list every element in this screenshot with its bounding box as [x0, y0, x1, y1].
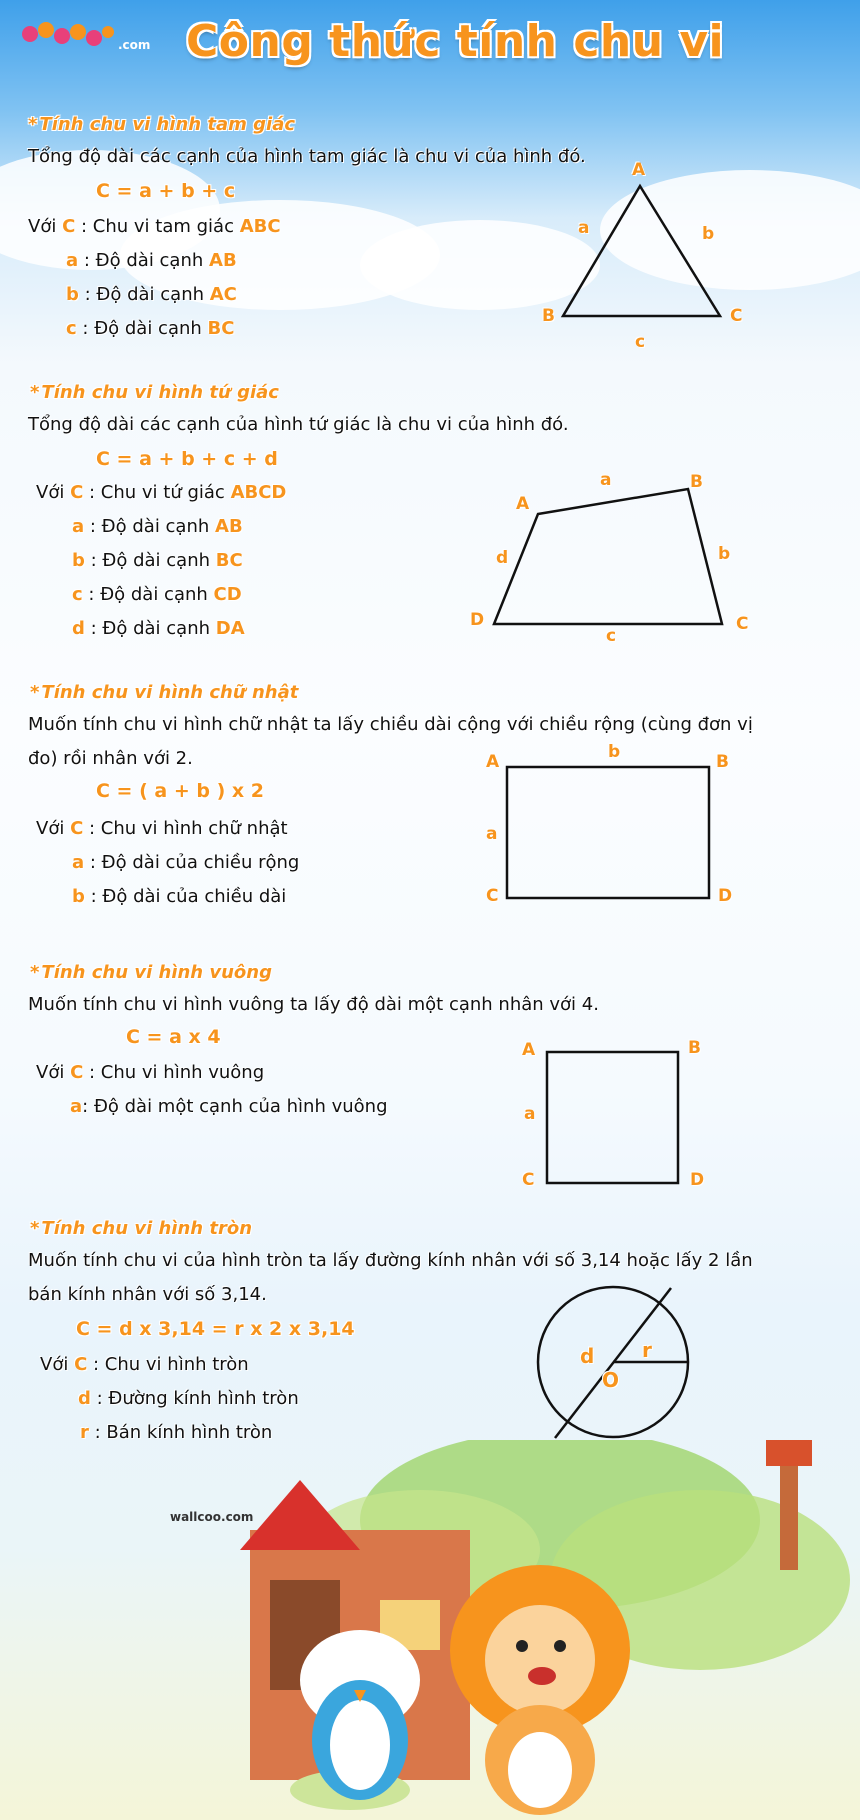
quad-side-a: a: [600, 470, 612, 490]
quad-side-d: d: [496, 548, 509, 568]
circle-diameter-label: d: [580, 1344, 595, 1368]
rect-intro-line2: đo) rồi nhân với 2.: [28, 748, 193, 769]
rect-heading: * Tính chu vi hình chữ nhật: [30, 682, 299, 703]
triangle-side-a: a: [578, 218, 590, 238]
square-with-line: Với C : Chu vi hình vuông: [36, 1062, 265, 1083]
triangle-formula: C = a + b + c: [96, 180, 236, 202]
triangle-heading: * Tính chu vi hình tam giác: [28, 114, 296, 135]
quad-vertex-b: B: [690, 472, 703, 492]
quad-def-b: b : Độ dài cạnh BC: [72, 550, 243, 571]
triangle-vertex-b: B: [542, 306, 555, 326]
triangle-def-b: b : Độ dài cạnh AC: [66, 284, 237, 305]
rect-with-line: Với C : Chu vi hình chữ nhật: [36, 818, 288, 839]
triangle-side-c: c: [635, 332, 646, 352]
quad-intro: Tổng độ dài các cạnh của hình tứ giác là chu vi của hình đó.: [28, 414, 569, 435]
triangle-side-b: b: [702, 224, 715, 244]
rect-intro-line1: Muốn tính chu vi hình chữ nhật ta lấy chiều dài cộng với chiều rộng (cùng đơn vị: [28, 714, 753, 735]
triangle-def-c: c : Độ dài cạnh BC: [66, 318, 235, 339]
triangle-vertex-c: C: [730, 306, 743, 326]
circle-with-line: Với C : Chu vi hình tròn: [40, 1354, 249, 1375]
rect-vertex-d: D: [718, 886, 733, 906]
rect-vertex-b: B: [716, 752, 729, 772]
rect-def-a: a : Độ dài của chiều rộng: [72, 852, 300, 873]
triangle-intro: Tổng độ dài các cạnh của hình tam giác là chu vi của hình đó.: [28, 146, 586, 167]
circle-heading: * Tính chu vi hình tròn: [30, 1218, 253, 1239]
square-intro: Muốn tính chu vi hình vuông ta lấy độ dài một cạnh nhân với 4.: [28, 994, 599, 1015]
rect-vertex-a: A: [486, 752, 500, 772]
logo-suffix: .com: [118, 38, 151, 52]
quad-side-b: b: [718, 544, 731, 564]
rect-side-b: b: [608, 742, 621, 762]
illustration-credit: wallcoo.com: [170, 1510, 254, 1524]
circle-def-d: d : Đường kính hình tròn: [78, 1388, 299, 1409]
rect-def-b: b : Độ dài của chiều dài: [72, 886, 287, 907]
quad-formula: C = a + b + c + d: [96, 448, 278, 470]
triangle-vertex-a: A: [632, 160, 646, 180]
triangle-with-line: Với C : Chu vi tam giác ABC: [28, 216, 281, 237]
square-vertex-d: D: [690, 1170, 705, 1190]
quad-vertex-a: A: [516, 494, 530, 514]
cartoon-illustration: [0, 1440, 860, 1820]
circle-intro-line2: bán kính nhân với số 3,14.: [28, 1284, 267, 1305]
rect-formula: C = ( a + b ) x 2: [96, 780, 264, 802]
quad-with-line: Với C : Chu vi tứ giác ABCD: [36, 482, 287, 503]
circle-def-r: r : Bán kính hình tròn: [80, 1422, 273, 1443]
quad-heading: * Tính chu vi hình tứ giác: [30, 382, 279, 403]
circle-intro-line1: Muốn tính chu vi của hình tròn ta lấy đường kính nhân với số 3,14 hoặc lấy 2 lần: [28, 1250, 753, 1271]
square-vertex-c: C: [522, 1170, 535, 1190]
quad-def-a: a : Độ dài cạnh AB: [72, 516, 243, 537]
page-title: Công thức tính chu vi: [186, 16, 725, 67]
square-vertex-b: B: [688, 1038, 701, 1058]
rect-side-a: a: [486, 824, 498, 844]
circle-radius-label: r: [642, 1338, 652, 1362]
square-side-a: a: [524, 1104, 536, 1124]
quad-def-c: c : Độ dài cạnh CD: [72, 584, 242, 605]
quad-def-d: d : Độ dài cạnh DA: [72, 618, 245, 639]
square-vertex-a: A: [522, 1040, 536, 1060]
square-def-a: a: Độ dài một cạnh của hình vuông: [70, 1096, 388, 1117]
square-heading: * Tính chu vi hình vuông: [30, 962, 272, 983]
quad-vertex-c: C: [736, 614, 749, 634]
circle-center-label: O: [602, 1368, 620, 1392]
triangle-def-a: a : Độ dài cạnh AB: [66, 250, 237, 271]
circle-formula: C = d x 3,14 = r x 2 x 3,14: [76, 1318, 355, 1340]
quad-side-c: c: [606, 626, 617, 646]
square-formula: C = a x 4: [126, 1026, 221, 1048]
quad-vertex-d: D: [470, 610, 485, 630]
rect-vertex-c: C: [486, 886, 499, 906]
